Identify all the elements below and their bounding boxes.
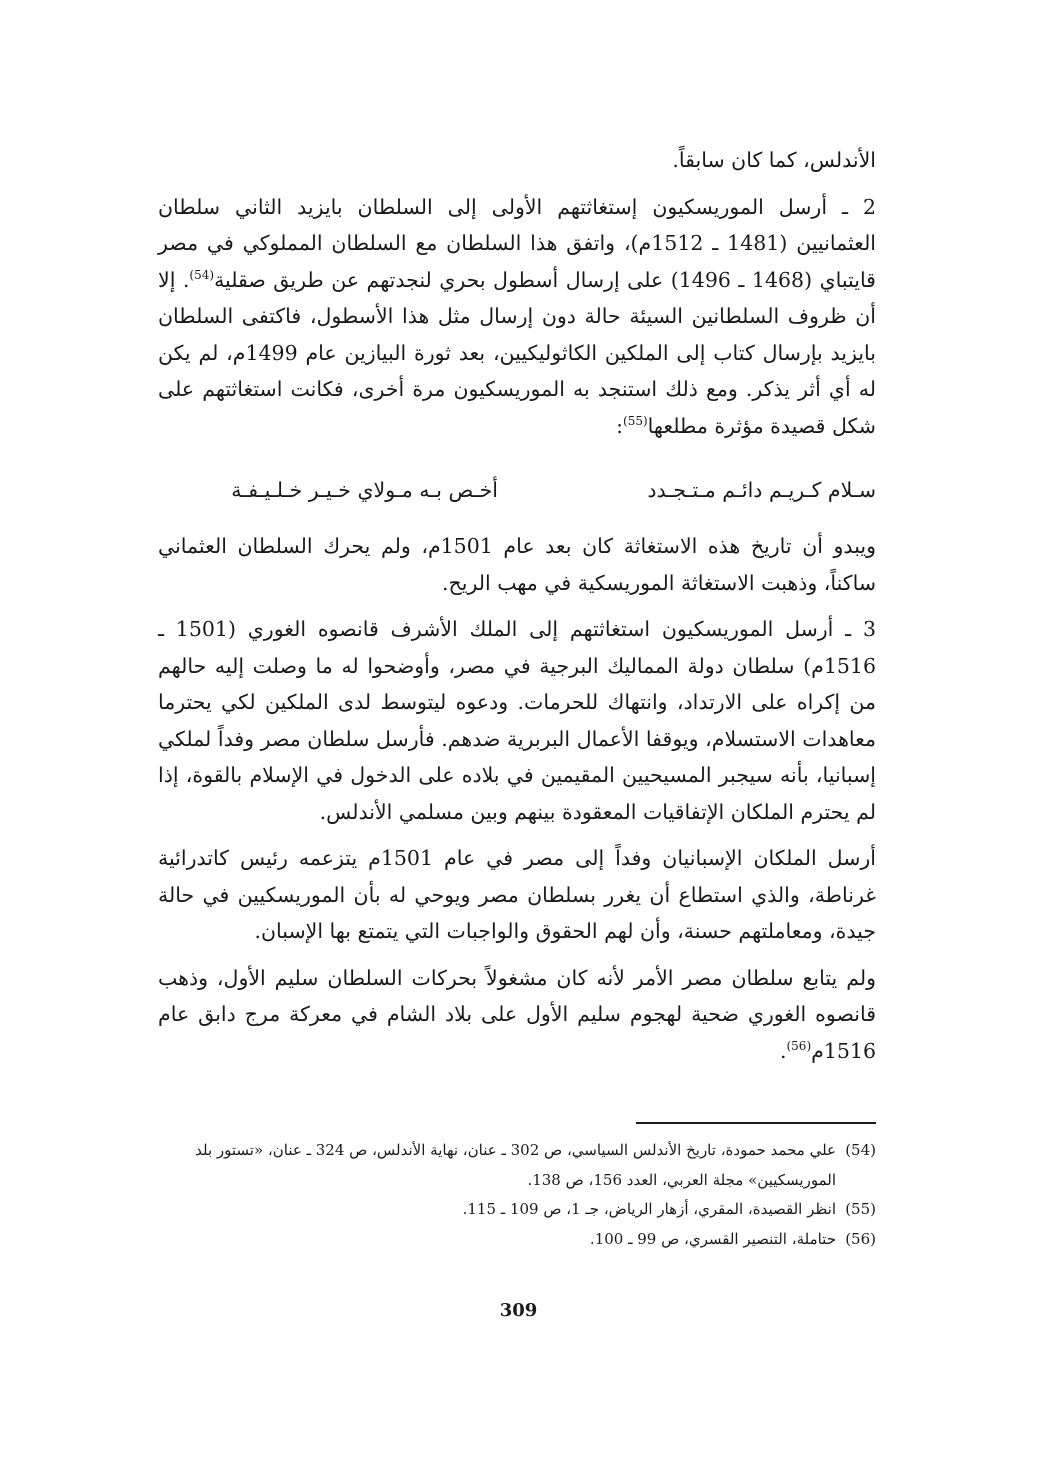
paragraph-2 [158, 189, 876, 445]
verse-first-hemistich: سـلام كـريـم دائـم مـتـجـدد [647, 478, 876, 502]
paragraph-2-colon: : [616, 413, 623, 438]
paragraph-4: أرسل الملكان الإسبانيان وفداً إلى مصر في عام 1501م يتزعمه رئيس كاتدرائية غرناطة، والذي استطاع أن يغرر بسلطان مصر ويوحي له بأن الموريسكيين في حالة جيدة، ومعاملتهم حسنة، وأن لهم الحقوق والواجبات التي يتمتع بها الإسبان. [158, 846, 876, 943]
footnote-ref-56: (56) [786, 1038, 812, 1053]
spacer [158, 950, 876, 960]
paragraph-5-period: . [779, 1038, 787, 1063]
paragraph-5 [158, 960, 876, 1070]
footnote-text: علي محمد حمودة، تاريخ الأندلس السياسي، ص 302 ـ عنان، نهاية الأندلس، ص 324 ـ عنان، «تستور بلد الموريسكيين» مجلة العربي، العدد 156، ص 138. [195, 1141, 836, 1189]
verse-second-hemistich: أخـص بـه مـولاي خـيـر خـلـيـفـة [231, 478, 498, 502]
paragraph-2-text-after: . إلا أن ظروف السلطانين السيئة حالة دون إرسال مثل هذا الأسطول، فاكتفى السلطان بايزيد بإرسال كتاب إلى الملكين الكاثوليكيين، بعد ثورة البيازين عام 1499م، لم يكن له أي أثر يذكر. ومع ذلك استنجد به الموريسكيون مرة أخرى، فكانت استغاثتهم على شكل قصيدة مؤثرة مطلعها [158, 267, 876, 438]
footnote-ref-54: (54) [189, 267, 215, 282]
footnote-number: (55) [845, 1200, 876, 1218]
footnote-54 [158, 1136, 876, 1195]
footnote-text: انظر القصيدة، المقري، أزهار الرياض، جـ 1، ص 109 ـ 115. [462, 1200, 836, 1218]
paragraph-after-verse: ويبدو أن تاريخ هذه الاستغاثة كان بعد عام 1501م، ولم يحرك السلطان العثماني ساكناً، وذهبت الاستغاثة الموريسكية في مهب الريح. [158, 534, 876, 595]
paragraph-3: 3 ـ أرسل الموريسكيون استغاثتهم إلى الملك الأشرف قانصوه الغوري (1501 ـ 1516م) سلطان دولة المماليك البرجية في مصر، وأوضحوا له ما وصلت إليه حالهم من إكراه على الارتداد، وانتهاك للحرمات. ودعوه ليتوسط لدى الملكين لكي يحترما معاهدات الاستسلام، ويوقفا الأعمال البربرية ضدهم. فأرسل سلطان مصر وفداً لملكي إسبانيا، بأنه سيجبر المسيحيين المقيمين في بلاده على الدخول في الإسلام بالقوة، إذا لم يحترم الملكان الإتفاقيات المعقودة بينهم وبين مسلمي الأندلس. [158, 617, 876, 824]
poem-verse [158, 478, 876, 514]
spacer [158, 830, 876, 840]
page-number: 309 [499, 1300, 538, 1321]
paragraph-5-text: ولم يتابع سلطان مصر الأمر لأنه كان مشغولاً بحركات السلطان سليم الأول، وذهب قانصوه الغوري ضحية لهجوم سليم الأول على بلاد الشام في معركة مرج دابق عام 1516م [158, 965, 876, 1063]
main-text-top [158, 142, 876, 444]
footnotes [158, 1136, 876, 1254]
footnote-55 [158, 1195, 876, 1225]
main-text-bottom [158, 528, 876, 1069]
spacer [158, 179, 876, 189]
footnote-text: حتاملة، التنصير القسري، ص 99 ـ 100. [589, 1229, 836, 1248]
footnote-56 [158, 1225, 876, 1255]
footnote-divider [636, 1122, 876, 1124]
footnote-ref-55: (55) [623, 413, 648, 428]
paragraph-2-text: 2 ـ أرسل الموريسكيون إستغاثتهم الأولى إلى السلطان بايزيد الثاني سلطان العثمانيين (1481 ـ 1512م)، واتفق هذا السلطان مع السلطان المملوكي في مصر قايتباي (1468 ـ 1496) على إرسال أسطول بحري لنجدتهم عن طريق صقلية [158, 194, 877, 292]
spacer [158, 601, 876, 611]
intro-line: الأندلس، كما كان سابقاً. [672, 148, 876, 172]
footnote-number: (54) [845, 1141, 876, 1159]
footnote-number: (56) [845, 1229, 876, 1248]
